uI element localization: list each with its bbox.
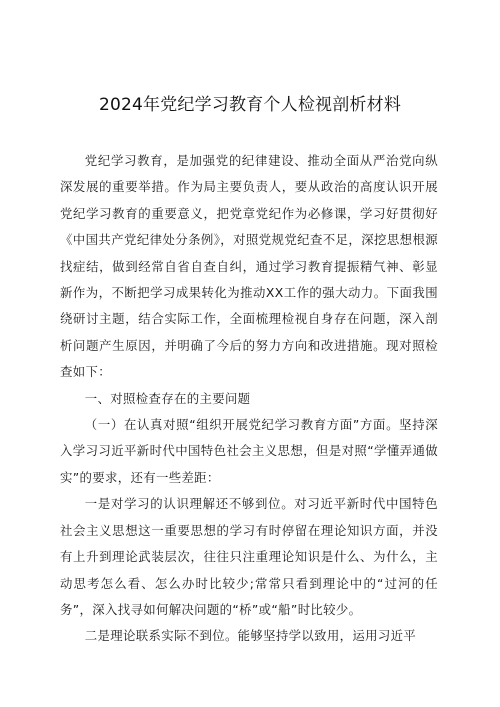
document-title: 2024年党纪学习教育个人检视剖析材料 — [98, 95, 402, 115]
paragraph-intro: 党纪学习教育，是加强党的纪律建设、推动全面从严治党向纵深发展的重要举措。作为局主要负责人，要从政治的高度认识开展党纪学习教育的重要意义，把党章党纪作为必修课，学习好贯彻好《中国共产党纪律处分条例》，对照党规党纪查不足，深挖思想根源找症结，做到经常自省自查自纠，通过学习教育提振精气神、彰显新作为，不断把学习成果转化为推动XX工作的强大动力。下面我围绕研讨主题，结合实际工作，全面梳理检视自身存在问题，深入剖析问题产生原因，并明确了今后的努力方向和改进措施。现对照检查如下： — [60, 153, 438, 380]
section-heading-1: 一、对照检查存在的主要问题 — [84, 390, 251, 406]
document-body — [60, 148, 438, 650]
paragraph-point-2: 二是理论联系实际不到位。能够坚持学以致用，运用习近平 — [84, 628, 417, 644]
paragraph-subsection-1: （一）在认真对照“组织开展党纪学习教育方面”方面。坚持深入学习习近平新时代中国特色社会主义思想，但是对照“学懂弄通做实”的要求，还有一些差距： — [60, 417, 438, 485]
paragraph-point-1: 一是对学习的认识理解还不够到位。对习近平新时代中国特色社会主义思想这一重要思想的学习有时停留在理论知识方面，并没有上升到理论武装层次，往往只注重理论知识是什么、为什么，主动思考怎么看、怎么办时比较少;常常只看到理论中的“过河的任务”，深入找寻如何解决问题的“桥”或“船”时比较少。 — [60, 496, 438, 617]
